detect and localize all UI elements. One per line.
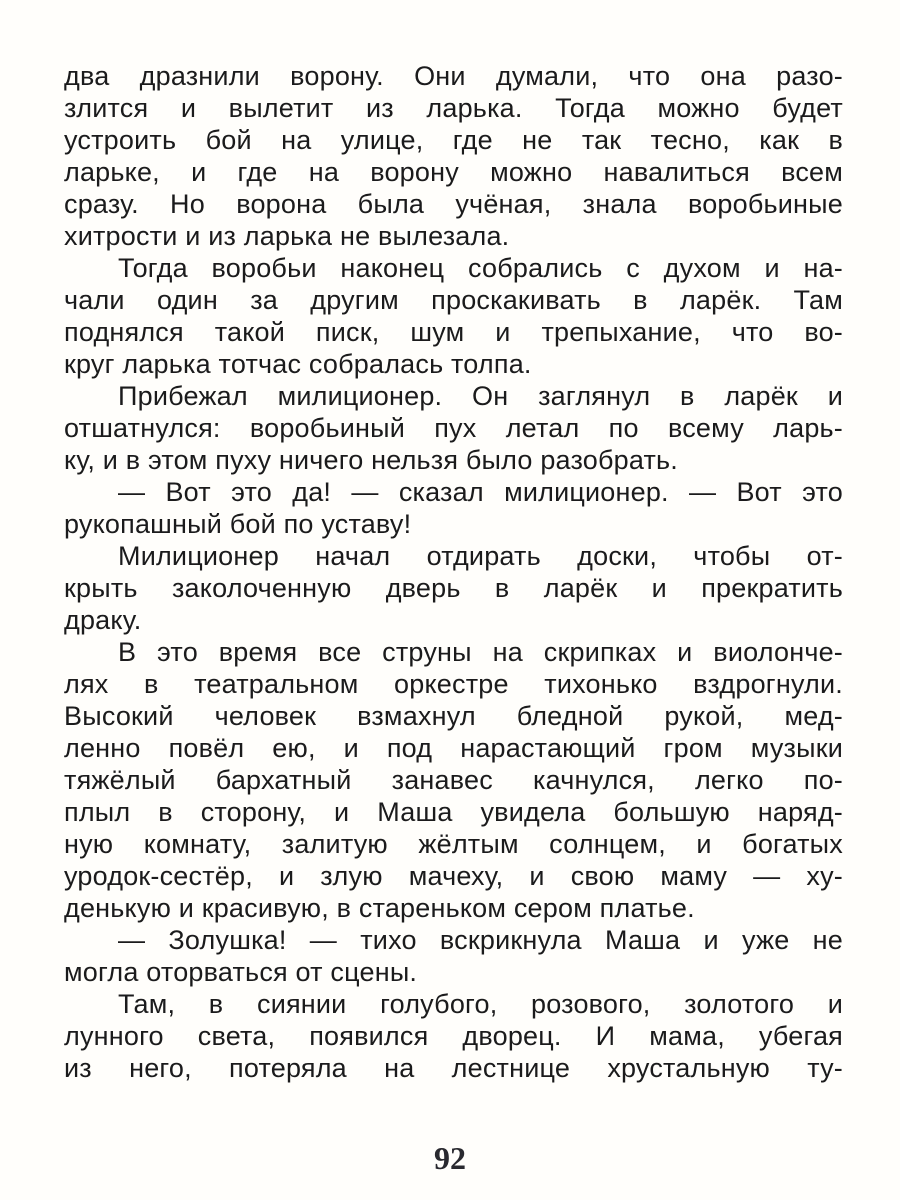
- text-line: ную комнату, залитую жёлтым солнцем, и богатых: [64, 829, 843, 859]
- text-line: чали один за другим проскакивать в ларёк. Там: [64, 285, 843, 315]
- paragraph: [64, 636, 843, 924]
- text-line: лях в театральном оркестре тихонько вздрогнули.: [64, 669, 843, 699]
- text-line: Милиционер начал отдирать доски, чтобы от-: [118, 541, 843, 571]
- text-line: хитрости и из ларька не вылезала.: [64, 221, 510, 251]
- text-line: ку, и в этом пуху ничего нельзя было разобрать.: [64, 445, 678, 475]
- text-line: Прибежал милиционер. Он заглянул в ларёк и: [118, 381, 843, 411]
- text-line: поднялся такой писк, шум и трепыхание, что во-: [64, 317, 843, 347]
- text-line: Там, в сиянии голубого, розового, золотого и: [118, 989, 843, 1019]
- text-line: Тогда воробьи наконец собрались с духом и на-: [118, 253, 843, 283]
- text-line: В это время все струны на скрипках и виолонче-: [118, 637, 843, 667]
- text-line: — Вот это да! — сказал милиционер. — Вот это: [118, 477, 843, 507]
- page-number: 92: [434, 1140, 466, 1176]
- text-line: из него, потеряла на лестнице хрустальную ту-: [64, 1053, 843, 1083]
- text-line: ленно повёл ею, и под нарастающий гром музыки: [64, 733, 843, 763]
- paragraph: [64, 988, 843, 1084]
- text-line: денькую и красивую, в стареньком сером платье.: [64, 893, 695, 923]
- paragraph: [64, 252, 843, 380]
- text-line: Высокий человек взмахнул бледной рукой, мед-: [64, 701, 843, 731]
- text-line: отшатнулся: воробьиный пух летал по всему ларь-: [64, 413, 843, 443]
- paragraph: [64, 540, 843, 636]
- text-line: ларьке, и где на ворону можно навалиться всем: [64, 157, 843, 187]
- paragraph: [64, 60, 843, 252]
- text-line: тяжёлый бархатный занавес качнулся, легко по-: [64, 765, 843, 795]
- text-line: рукопашный бой по уставу!: [64, 509, 412, 539]
- text-line: два дразнили ворону. Они думали, что она разо-: [64, 61, 843, 91]
- text-line: могла оторваться от сцены.: [64, 957, 418, 987]
- paragraph: [64, 924, 843, 988]
- text-line: — Золушка! — тихо вскрикнула Маша и уже не: [118, 925, 843, 955]
- text-block: [64, 60, 843, 1084]
- text-line: лунного света, появился дворец. И мама, убегая: [64, 1021, 843, 1051]
- text-line: круг ларька тотчас собралась толпа.: [64, 349, 532, 379]
- text-line: плыл в сторону, и Маша увидела большую наряд-: [64, 797, 843, 827]
- text-line: уродок-сестёр, и злую мачеху, и свою маму — ху-: [64, 861, 843, 891]
- text-line: крыть заколоченную дверь в ларёк и прекратить: [64, 573, 843, 603]
- paragraph: [64, 476, 843, 540]
- text-line: злится и вылетит из ларька. Тогда можно будет: [64, 93, 843, 123]
- paragraph: [64, 380, 843, 476]
- text-line: сразу. Но ворона была учёная, знала воробьиные: [64, 189, 843, 219]
- text-line: устроить бой на улице, где не так тесно, как в: [64, 125, 843, 155]
- text-line: драку.: [64, 605, 142, 635]
